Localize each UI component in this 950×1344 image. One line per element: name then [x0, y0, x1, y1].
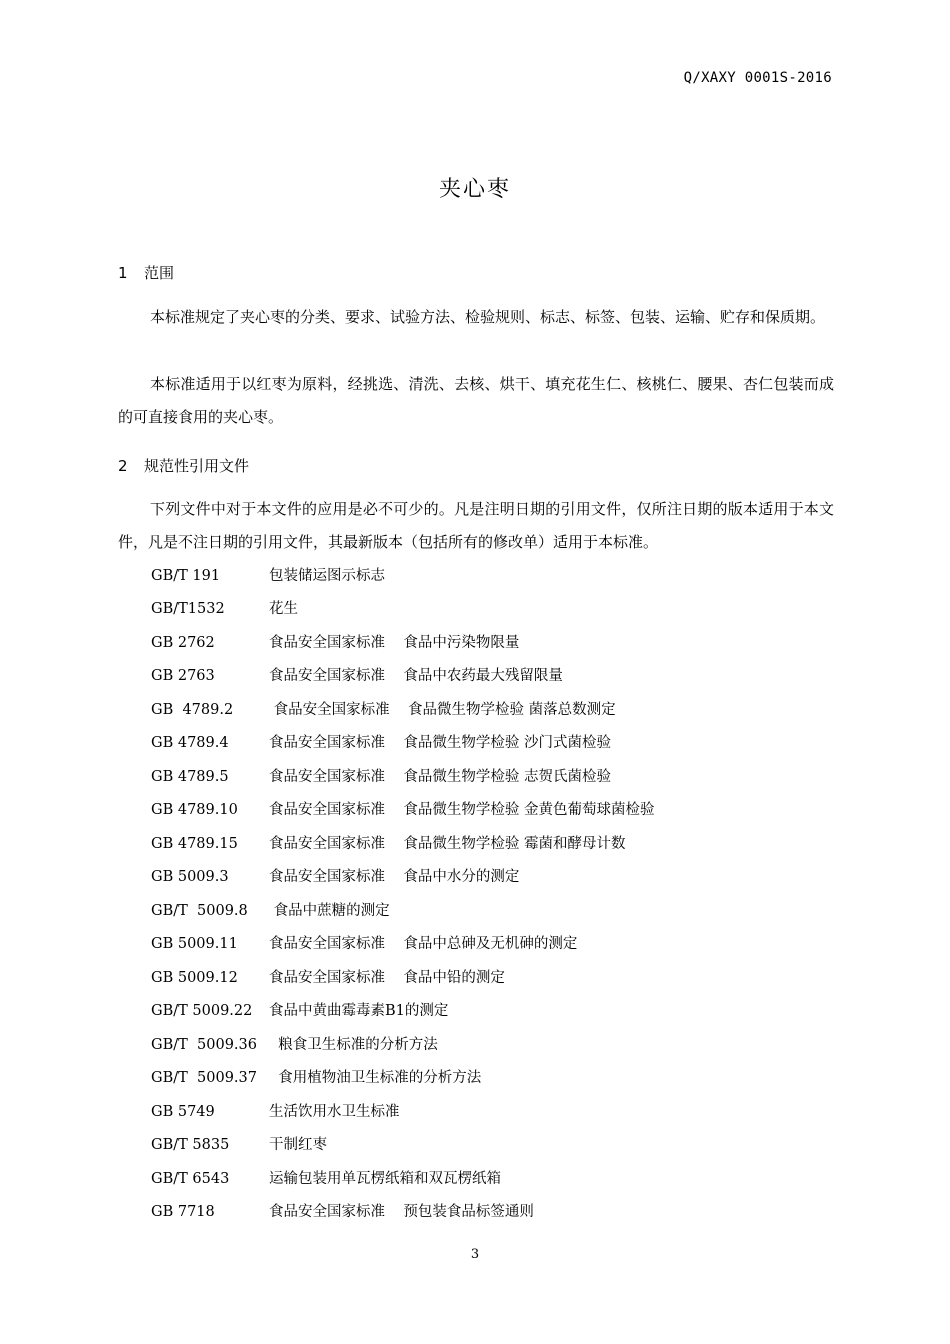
reference-code: GB/T 5009.37: [151, 1070, 257, 1086]
reference-code: GB 4789.4: [151, 735, 229, 751]
section-2-heading: [118, 455, 249, 476]
reference-code: GB 4789.10: [151, 802, 238, 818]
reference-title: 食品安全国家标准 食品中铅的测定: [269, 970, 505, 986]
reference-code: GB/T 5835: [151, 1137, 230, 1153]
reference-title: 运输包装用单瓦楞纸箱和双瓦楞纸箱: [269, 1171, 501, 1187]
reference-title: 食品安全国家标准 食品中水分的测定: [269, 869, 520, 885]
section-1-paragraph-2: 本标准适用于以红枣为原料，经挑选、清洗、去核、烘干、填充花生仁、核桃仁、腰果、杏仁包装而成的可直接食用的夹心枣。: [118, 375, 834, 426]
standard-code: Q/XAXY 0001S-2016: [683, 70, 832, 86]
reference-title: 食品安全国家标准 食品微生物学检验 金黄色葡萄球菌检验: [269, 802, 655, 818]
page-number: 3: [470, 1247, 480, 1262]
reference-code: GB/T 6543: [151, 1171, 230, 1187]
reference-code: GB 4789.2: [151, 702, 234, 718]
reference-code: GB 5009.3: [151, 869, 229, 885]
reference-title: 食品安全国家标准 食品微生物学检验 志贺氏菌检验: [269, 769, 612, 785]
section-2-title: 规范性引用文件: [144, 457, 250, 475]
reference-title: 食品中蔗糖的测定: [269, 903, 390, 919]
reference-code: GB/T 5009.36: [151, 1037, 257, 1053]
section-2-intro: 下列文件中对于本文件的应用是必不可少的。凡是注明日期的引用文件，仅所注日期的版本适用于本文件，凡是不注日期的引用文件，其最新版本（包括所有的修改单）适用于本标准。: [118, 500, 834, 551]
document-title: 夹心枣: [438, 177, 511, 202]
reference-title: 粮食卫生标准的分析方法: [269, 1037, 438, 1053]
reference-code: GB 4789.15: [151, 836, 238, 852]
reference-title: 食品中黄曲霉毒素B1的测定: [269, 1003, 449, 1019]
section-1-number: 1: [118, 264, 128, 282]
reference-title: 生活饮用水卫生标准: [269, 1104, 400, 1120]
reference-code: GB 5009.12: [151, 970, 238, 986]
reference-code: GB 4789.5: [151, 769, 229, 785]
reference-title: 食品安全国家标准 食品中污染物限量: [269, 635, 520, 651]
section-1-paragraph-1: 本标准规定了夹心枣的分类、要求、试验方法、检验规则、标志、标签、包装、运输、贮存和保质期。: [150, 308, 826, 326]
reference-title: 干制红枣: [269, 1137, 327, 1153]
reference-code: GB 7718: [151, 1204, 215, 1220]
section-2-number: 2: [118, 457, 128, 475]
reference-code: GB 2762: [151, 635, 215, 651]
reference-title: 包装储运图示标志: [269, 568, 385, 584]
reference-code: GB 5749: [151, 1104, 215, 1120]
reference-code: GB/T 5009.22: [151, 1003, 253, 1019]
reference-code: GB 5009.11: [151, 936, 238, 952]
reference-code: GB/T 5009.8: [151, 903, 248, 919]
reference-title: 食用植物油卫生标准的分析方法: [269, 1070, 482, 1086]
reference-title: 花生: [269, 601, 298, 617]
reference-title: 食品安全国家标准 食品微生物学检验 菌落总数测定: [269, 702, 616, 718]
section-1-heading: [118, 262, 174, 283]
reference-code: GB/T 191: [151, 568, 221, 584]
reference-title: 食品安全国家标准 食品微生物学检验 霉菌和酵母计数: [269, 836, 626, 852]
section-1-title: 范围: [144, 264, 175, 282]
reference-title: 食品安全国家标准 预包装食品标签通则: [269, 1204, 534, 1220]
reference-code: GB/T1532: [151, 601, 225, 617]
reference-title: 食品安全国家标准 食品中总砷及无机砷的测定: [269, 936, 578, 952]
reference-title: 食品安全国家标准 食品微生物学检验 沙门式菌检验: [269, 735, 612, 751]
reference-title: 食品安全国家标准 食品中农药最大残留限量: [269, 668, 563, 684]
reference-code: GB 2763: [151, 668, 215, 684]
